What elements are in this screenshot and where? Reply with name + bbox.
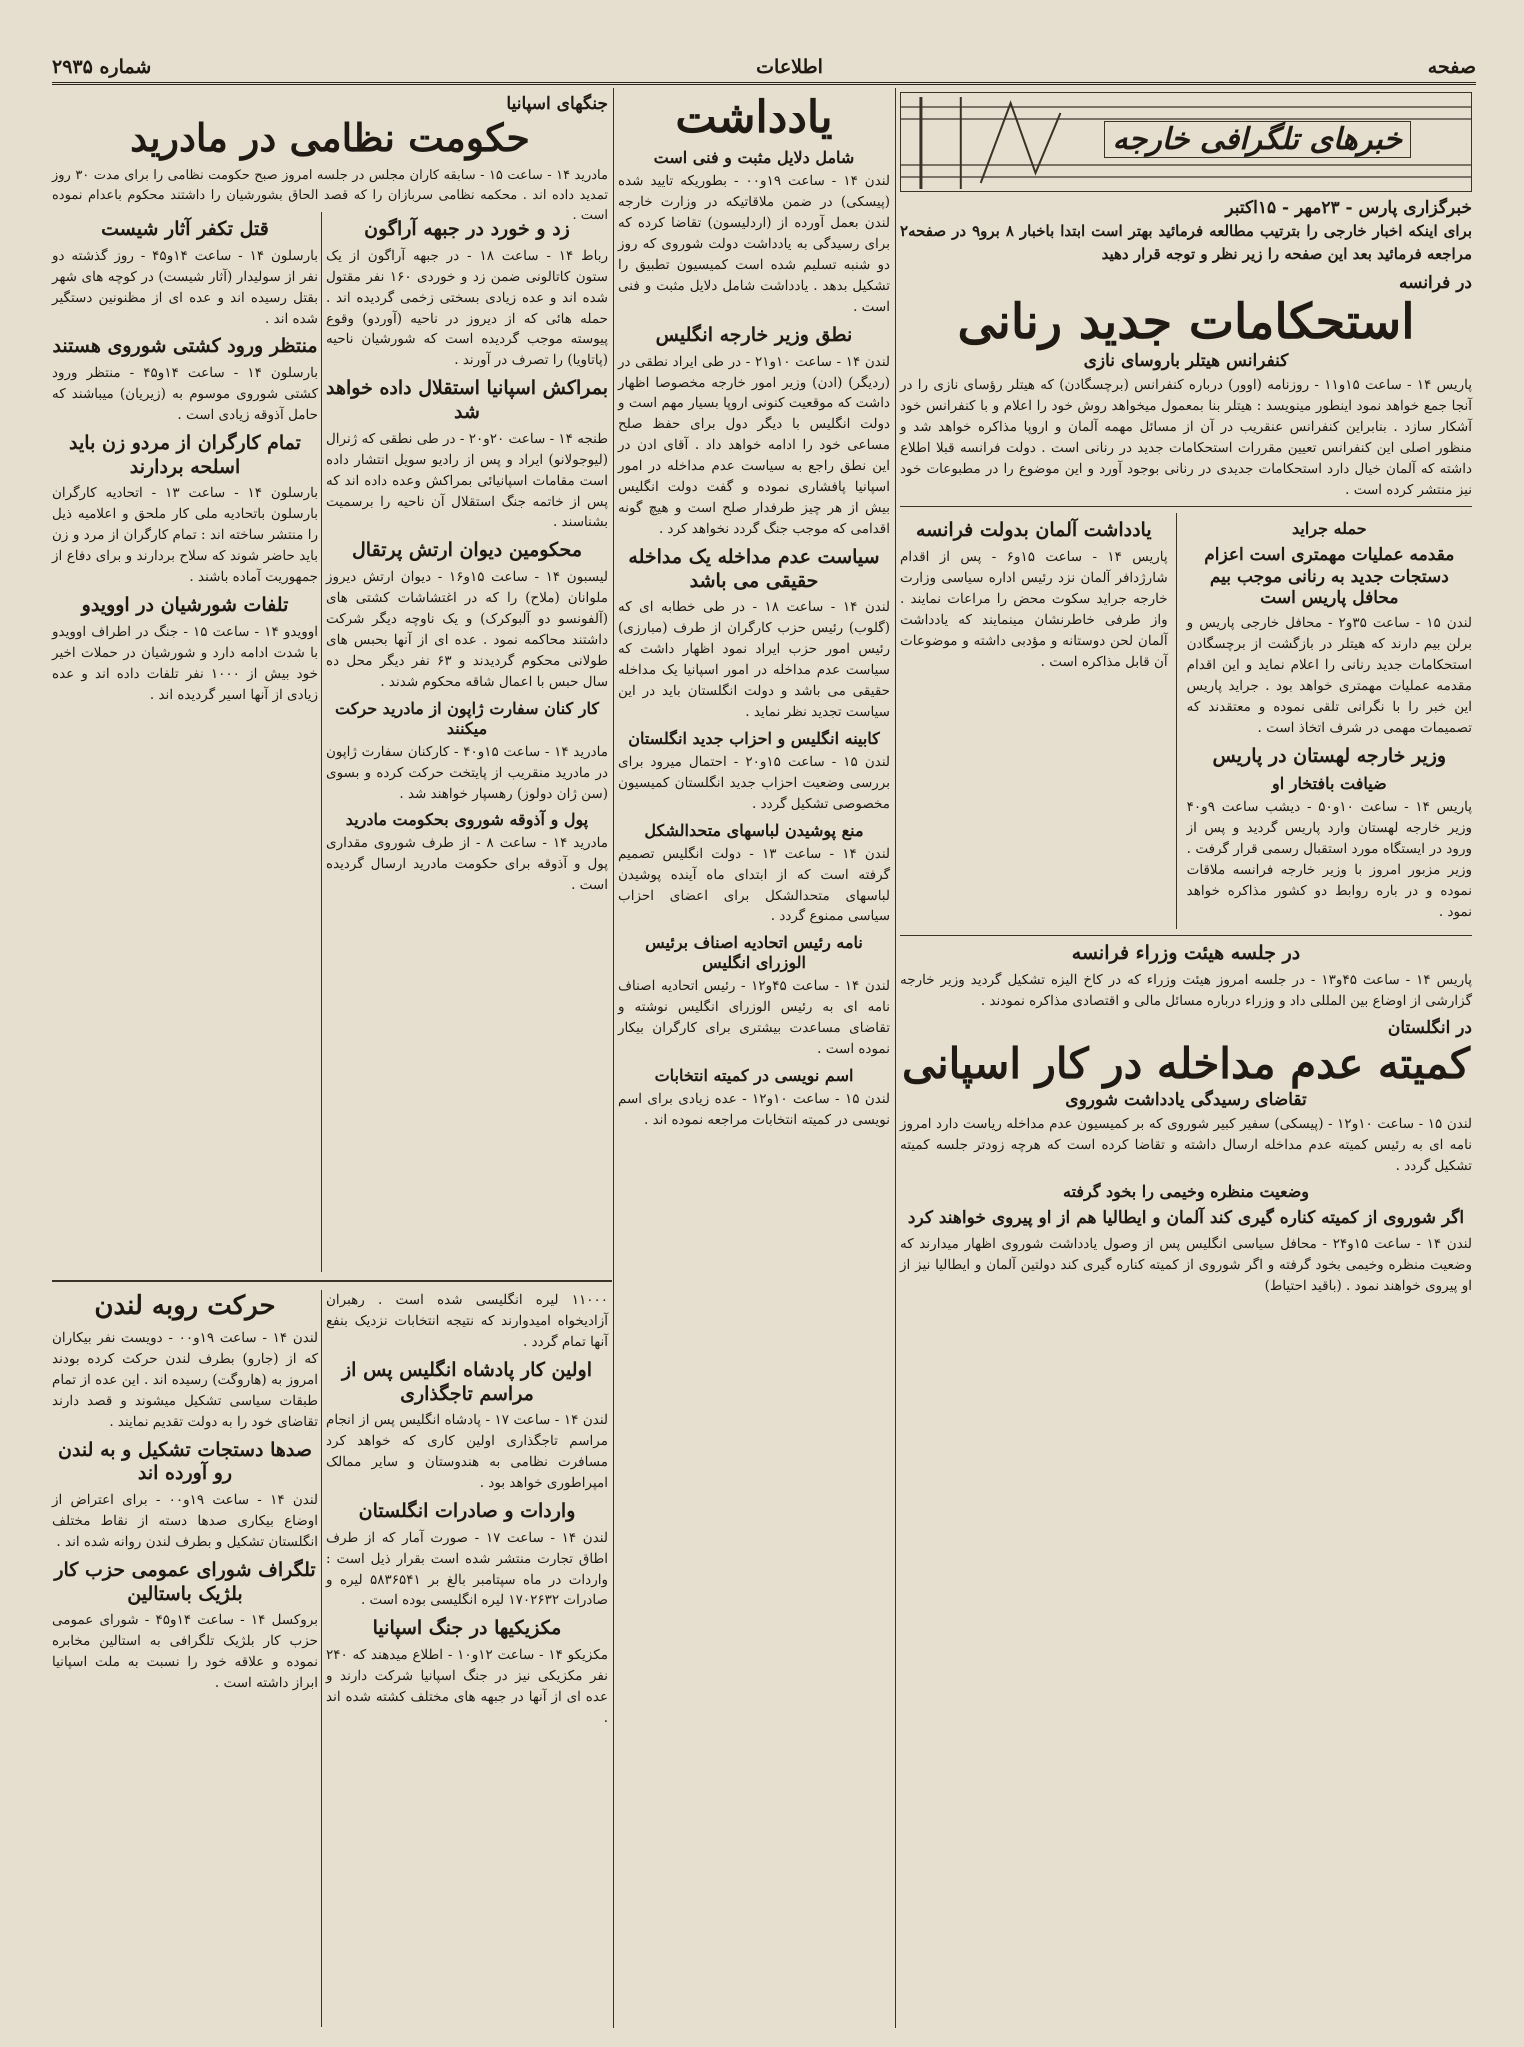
section-rule	[52, 1280, 612, 1282]
box-head: حمله جراید	[1292, 519, 1367, 539]
article-body: لندن ۱۴ - ساعت ۱۷ - پادشاه انگلیس پس از انجام مراسم تاجگذاری اولین کاری که خواهد کرد مسافرت نظامی به هندوستان و سایر ممالک امپراطوری خواهد بود .	[326, 1412, 609, 1492]
article-body: پاریس ۱۴ - ساعت ۱۵و۱۱ - روزنامه (اوور) درباره کنفرانس (برچسگادن) که هیتلر رؤسای نازی را در آنجا جمع خواهد نمود اینطور مینویسد : هیتلر بنا بمعمول میخواهد روش خود را اعلام و با کنفرانس خود آشکار سازد . بنابراین کنفرانس عنقریب در آن از مسائل مهمه آلمان و اروپا مذاکره خواهد شد و منظور اصلی این کنفرانس تعیین مقررات استحکامات جدید در رنانی است . دولت فرانسه قبلا اطلاع داشته که آلمان خیال دارد استحکامات جدیدی در رنانی بوجود آورد و این موضوع را در مطبوعات خود نیز منتشر کرده است .	[900, 376, 1472, 498]
article-body: لندن ۱۵ - ساعت ۱۰و۱۲ - (پیسکی) سفیر کبیر شوروی که بر کمیسیون عدم مداخله ریاست دارد امروز نامه ای به رئیس کمیته عدم مداخله ارسال داشته و تقاضا کرده است که هرچه زودتر جلسه کمیته تشکیل گردد .	[900, 1115, 1473, 1174]
article-body: لیسبون ۱۴ - ساعت ۱۵و۱۶ - دیوان ارتش دیروز ملوانان (ملاح) را که در اغتشاشات کشتی های (آلفونسو دو آلبوکرک) و یک ناوچه دیگر شرکت داشتند محاکمه نمود . عده ای از آنها بحبس های طولانی محکوم گردیدند و ۶۳ نفر دیگر محل ده سال حبس با اعمال شاقه محکوم شدند .	[326, 569, 608, 690]
article-body: مادرید ۱۴ - ساعت ۱۵ - سابقه کاران مجلس در جلسه امروز صبح حکومت نظامی را برای مدت ۳۰ روز تمدید داده اند . محکمه نظامی سربازان را که قصد الحاق بشورشیان را داشتند محکوم باعدام نموده است .	[52, 167, 608, 223]
article-body: لندن ۱۵ - ساعت ۱۰و۱۲ - عده زیادی برای اسم نویسی در کمیته انتخابات مراجعه نموده اند .	[618, 1091, 891, 1128]
headline: وزیر خارجه لهستان در پاریس	[1212, 744, 1447, 767]
divider	[900, 506, 1472, 507]
headline: منع پوشیدن لباسهای متحدالشکل	[644, 820, 864, 840]
headline: تلگراف شورای عمومی حزب کار بلژیک باستالین	[54, 1558, 316, 1605]
article-body: بارسلون ۱۴ - ساعت ۱۴و۴۵ - روز گذشته دو نفر از سولیدار (آثار شیست) در کوچه های شهر بقتل رسیده اند و عده ای از مظنونین دستگیر شده اند .	[52, 247, 318, 327]
headline: در جلسه هیئت وزراء فرانسه	[1071, 941, 1301, 964]
article-body: لندن ۱۵ - ساعت ۳۵و۲ - محافل خارجی پاریس و برلن بیم دارند که هیتلر در بازگشت از برچسگادن استحکامات جدید رنانی را اعلام نماید و این اقدام مقدمه عملیات مهمتری خواهد بود . جراید پاریس این خبر را با نگرانی تلقی نموده و معتقدند که تصمیمات مهمی در شرف اتخاذ است .	[1186, 615, 1472, 736]
headline: استحکامات جدید رنانی	[957, 293, 1415, 350]
article-body: پاریس ۱۴ - ساعت ۱۵و۶ - پس از اقدام شارژدافر آلمان نزد رئیس اداره سیاسی وزارت خارجه جراید سکوت محض را مراعات نمایند . واز طرفی خاطرنشان مینمایند که یادداشت آلمان لحن دوستانه و مؤدبی داشته و موضوعات آن قابل مذاکره است .	[900, 549, 1168, 670]
article-body: مکزیکو ۱۴ - ساعت ۱۲و۱۰ - اطلاع میدهند که ۲۴۰ نفر مکزیکی نیز در جنگ اسپانیا شرکت دارند و عده ای از آنها در جبهه های مختلف کشته شده اند .	[326, 1647, 608, 1726]
headline: پول و آذوقه شوروی بحکومت مادرید	[345, 810, 589, 830]
article-body: لندن ۱۴ - ساعت ۱۵و۲۴ - محافل سیاسی انگلیس پس از وصول یادداشت شوروی اظهار میدارند که وضعیت منظره وخیمی بخود گرفته و اگر شوروی از کمیته کناره گیری کند دولتین آلمان و ایطالیا نیز از او پیروی خواهند نمود . (باقید احتیاط)	[900, 1235, 1472, 1294]
masthead	[52, 52, 1476, 85]
headline: بمراکش اسپانیا استقلال داده خواهد شد	[326, 377, 608, 424]
box-title: مقدمه عملیات مهمتری است اعزام دستجات جدید به رنانی موجب بیم محافل پاریس است	[1204, 545, 1455, 608]
subheadline: کنفرانس هیتلر باروسای نازی	[1083, 350, 1289, 371]
headline: تلفات شورشیان در اوویدو	[81, 594, 289, 617]
headline: زد و خورد در جبهه آراگون	[364, 218, 570, 240]
subheadline: ضیافت بافتخار او	[1271, 774, 1387, 794]
headline: حرکت روبه لندن	[94, 1291, 276, 1321]
article-body: لندن ۱۴ - ساعت ۱۹و۰۰ - بطوریکه تایید شده (پیسکی) در ضمن ملاقاتیکه در وزارت خارجه لندن بعمل آورده از (اردلیسون) تقاضا کرده که برای رسیدگی به یادداشت دولت شوروی که روز دو شنبه تسلیم شده است کمیسیون تطبیق را تشکیل بدهد . یادداشت شامل دلایل مثبت و فنی است .	[618, 173, 890, 315]
headline: محکومین دیوان ارتش پرتقال	[352, 539, 582, 562]
article-body: پاریس ۱۴ - ساعت ۴۵و۱۳ - در جلسه امروز هیئت وزراء که در کاخ الیزه تشکیل گردید وزیر خارجه گزارشی از اوضاع بین المللی داد و وزراء درباره مسائل مالی و اقتصادی مذاکره نمودند .	[900, 971, 1472, 1009]
headline: صدها دستجات تشکیل و به لندن رو آورده اند	[58, 1438, 312, 1485]
headline: کار کنان سفارت ژاپون از مادرید حرکت میکنند	[335, 698, 599, 738]
article-body: لندن ۱۴ - ساعت ۱۷ - صورت آمار که از طرف اطاق تجارت منتشر شده است بقرار ذیل است : واردات در ماه سپتامبر بالغ بر ۵۸۳۶۵۴۱ لیره و صادرات ۱۷۰۲۶۳۲ لیره انگلیسی بوده است .	[326, 1529, 608, 1609]
section-title: خبرهای تلگرافی خارجه	[1104, 121, 1411, 158]
article-body: لندن ۱۴ - ساعت ۱۳ - دولت انگلیس تصمیم گرفته است که از ابتدای ماه آینده پوشیدن لباسهای متحدالشکل برای اعضای احزاب سیاسی ممنوع گردد .	[618, 845, 891, 925]
headline: تمام کارگران از مردو زن باید اسلحه بردارند	[69, 431, 301, 478]
article-body: مادرید ۱۴ - ساعت ۱۵و۴۰ - کارکنان سفارت ژاپون در مادرید منقریب از پایتخت حرکت کرده و بسوی (سن ژان دولوز) رهسپار خواهند شد .	[326, 743, 609, 802]
article-body: لندن ۱۴ - ساعت ۱۹و۰۰ - برای اعتراض از اوضاع بیکاری صدها دسته از نقاط مختلف انگلستان تشکیل و بطرف لندن روانه شده اند .	[52, 1492, 319, 1550]
article-body: بارسلون ۱۴ - ساعت ۱۴و۴۵ - منتظر ورود کشتی شوروی موسوم به (زیریان) میباشند که حامل آذوقه زیادی است .	[52, 365, 318, 424]
article-body: لندن ۱۴ - ساعت ۱۹و۰۰ - دویست نفر بیکاران که از (جارو) بطرف لندن حرکت کرده بودند امروز به (هاروگت) رسیده اند . این عده از تمام طبقات سیاسی تشکیل میشوند و قصد دارند تقاضای خود را به دولت تقدیم نمایند .	[52, 1329, 319, 1430]
headline: یادداشت آلمان بدولت فرانسه	[915, 519, 1152, 542]
paper-name: اطلاعات	[756, 56, 823, 78]
agency-line: خبرگزاری پارس - ۲۳مهر - ۱۵اکتبر	[1225, 198, 1472, 218]
headline: حکومت نظامی در مادرید	[130, 115, 530, 160]
headline: مکزیکیها در جنگ اسپانیا	[372, 1617, 562, 1640]
section-tag: جنگهای اسپانیا	[506, 94, 608, 114]
article-body: بارسلون ۱۴ - ساعت ۱۳ - اتحادیه کارگران بارسلون باتحادیه ملی کار ملحق و اعلامیه ذیل را منتشر ساخته اند : تمام کارگران از مرد و زن باید حاضر شوند که سلاح بردارند و برای دفاع از جمهوریت آماده باشند .	[52, 485, 318, 586]
headline: واردات و صادرات انگلستان	[358, 1499, 576, 1522]
headline: قتل تکفر آثار شیست	[101, 218, 269, 240]
column-rule	[321, 212, 322, 1272]
subheadline: شامل دلایل مثبت و فنی است	[653, 148, 855, 168]
article-body: لندن ۱۴ - ساعت ۱۰و۲۱ - در طی ایراد نطقی در (ردیگر) (ادن) وزیر امور خارجه مخصوصا اظهار داشت که موقعیت کنونی اروپا بسیار مهم است و دولت انگلیس با دیگر دول برای حفظ صلح مساعی خود را ادامه خواهد داد . آقای ادن در این نطق راجع به سیاست عدم مداخله در امور اسپانیا پافشاری نموده و گفت دولت انگلیس بیش از هر چیز طرفدار صلح است و هیچ گونه اقدامی که موجب جنگ گردد نخواهد کرد .	[618, 353, 891, 537]
top-story	[52, 92, 608, 223]
divider	[900, 935, 1472, 936]
headline: اولین کار پادشاه انگلیس پس از مراسم تاجگذاری	[342, 1358, 592, 1405]
headline: کابینه انگلیس و احزاب جدید انگلستان	[628, 728, 880, 748]
column-spain	[326, 212, 608, 1277]
article-body: مادرید ۱۴ - ساعت ۸ - از طرف شوروی مقداری پول و آذوقه برای حکومت مادرید ارسال گردیده است .	[326, 835, 608, 894]
article-body: پاریس ۱۴ - ساعت ۱۰و۵۰ - دیشب ساعت ۹و۴۰ وزیر خارجه لهستان وارد پاریس گردید و پس از ورود در ایستگاه مورد استقبال رسمی قرار گرفت . وزیر مزبور امروز با وزیر خارجه فرانسه ملاقات نموده و در باره روابط دو کشور مذاکره خواهد نمود .	[1186, 799, 1473, 921]
article-body: لندن ۱۴ - ساعت ۱۸ - در طی خطابه ای که (گلوب) رئیس حزب کارگران از طرف (مبارزی) رئیس امور حزب ایراد نمود اظهار داشت که سیاست عدم مداخله در امور اسپانیا یک مداخله حقیقی می باشد و دولت انگلستان باید در این سیاست تجدید نظر نماید .	[618, 599, 891, 720]
headline: کمیته عدم مداخله در کار اسپانی	[901, 1038, 1471, 1088]
column-barcelona	[52, 212, 318, 1277]
reader-notice: برای اینکه اخبار خارجی را بترتیب مطالعه فرمائید بهتر است ابتدا باخبار ۸ برو۹ در صفحه۲ مراجعه فرمائید بعد این صفحه را زیر نظر و توجه قرار دهید	[900, 222, 1472, 264]
side-story	[900, 513, 1177, 929]
headline: نامه رئیس اتحادیه اصناف برئیس الوزرای انگلیس	[645, 933, 863, 973]
column-england	[326, 1290, 608, 2027]
section-tag: در انگلستان	[1387, 1017, 1472, 1038]
press-box	[1187, 513, 1472, 929]
column-rule	[613, 88, 614, 2028]
headline: یادداشت	[675, 92, 833, 143]
subheadline: تقاضای رسیدگی یادداشت شوروی	[1065, 1089, 1307, 1110]
headline: نطق وزیر خارجه انگلیس	[655, 323, 853, 346]
headline: منتظر ورود کشتی شوروی هستند	[52, 335, 318, 358]
issue-number: شماره ۲۹۳۵	[52, 56, 152, 78]
column-london	[52, 1290, 318, 2027]
headline: وضعیت منظره وخیمی را بخود گرفته	[1062, 1182, 1310, 1202]
article-body: طنجه ۱۴ - ساعت ۲۰و۲۰ - در طی نطقی که ژنرال (لیوجولانو) ایراد و پس از رادیو سویل انتشار داده است مقامات اسپانیائی بمراکش وعده داده اند که پس از خاتمه جنگ استقلال آن ناحیه را برسمیت بشناسند .	[325, 430, 608, 531]
headline: سیاست عدم مداخله یک مداخله حقیقی می باشد	[628, 545, 880, 592]
column-note	[618, 92, 890, 2027]
section-tag: در فرانسه	[1399, 272, 1472, 293]
section-logo	[900, 92, 1472, 192]
article-body: لندن ۱۵ - ساعت ۱۵و۲۰ - احتمال میرود برای بررسی وضعیت احزاب جدید انگلستان کمیسیون مخصوصی تشکیل گردد .	[618, 753, 891, 812]
article-body: ۱۱۰۰۰ لیره انگلیسی شده است . رهبران آزادیخواه امیدوارند که نتیجه انتخابات نزدیک بنفع آنها تمام گردد .	[326, 1292, 608, 1350]
article-body: رباط ۱۴ - ساعت ۱۸ - در جبهه آراگون از یک ستون کاتالونی ضمن زد و خوردی ۱۶۰ نفر مقتول شده اند و عده زیادی بسختی زخمی گردیده اند . حمله هائی که از دیروز در ناحیه (آوردو) وقوع پیوسته موجب گردیده است که شورشیان ناحیه (پاتاویا) را تصرف در آورند .	[326, 247, 608, 369]
column-foreign-news	[900, 92, 1472, 2027]
column-rule	[895, 88, 896, 2028]
column-rule	[321, 1290, 322, 2027]
headline: اگر شوروی از کمیته کناره گیری کند آلمان و ایطالیا هم از او پیروی خواهند کرد	[907, 1208, 1465, 1229]
article-body: اوویدو ۱۴ - ساعت ۱۵ - جنگ در اطراف اوویدو با شدت ادامه دارد و شورشیان در حملات اخیر خود بیش از ۱۰۰۰ نفر تلفات داده اند و عده زیادی از آنها اسیر گردیده اند .	[52, 623, 318, 703]
article-body: بروکسل ۱۴ - ساعت ۱۴و۴۵ - شورای عمومی حزب کار بلژیک تلگرافی به استالین مخابره نموده و علاقه خود را نسبت به ملت اسپانیا ابراز داشته است .	[52, 1612, 318, 1692]
article-body: لندن ۱۴ - ساعت ۴۵و۱۲ - رئیس اتحادیه اصناف نامه ای به رئیس الوزرای انگلیس نوشته و تقاضای مساعدت بیشتری برای کارگران بیکار نموده است .	[618, 978, 891, 1058]
page-label: صفحه	[1427, 56, 1476, 78]
headline: اسم نویسی در کمیته انتخابات	[654, 1066, 854, 1086]
